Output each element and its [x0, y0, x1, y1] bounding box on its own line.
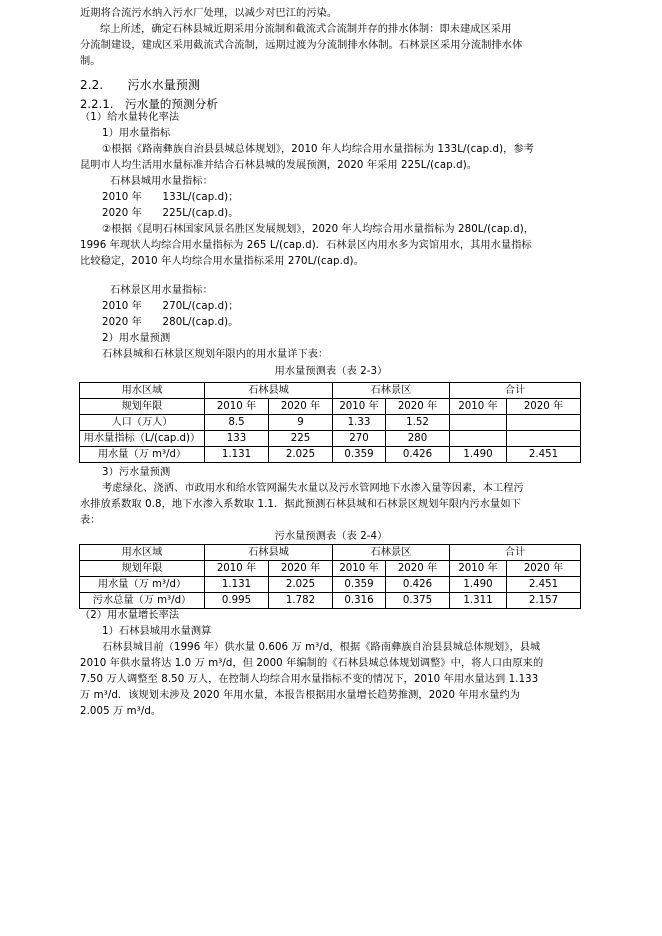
row-label: 人口（万人）: [80, 415, 205, 431]
table-cell: 0.426: [386, 447, 450, 463]
table-cell: 1.311: [450, 593, 507, 609]
row-label: 用水量指标（L/(cap.d)）: [80, 431, 205, 447]
paragraph-line: 水排放系数取 0.8，地下水渗入系数取 1.1．据此预测石林县城和石林景区规划年限内污水量如下: [80, 499, 521, 510]
paragraph-line: 考虑绿化、浇洒、市政用水和给水管网漏失水量以及污水管网地下水渗入量等因素，本工程污: [102, 483, 524, 494]
table-header: 石林景区: [333, 545, 450, 561]
table-header: 合计: [450, 383, 581, 399]
item-heading: 1）石林县城用水量测算: [102, 626, 212, 637]
paragraph-line: 2020 年 280L/(cap.d)。: [102, 317, 239, 328]
paragraph-line: ②根据《昆明石林国家风景名胜区发展规划》，2020 年人均综合用水量指标为 280L/(cap.d)，: [102, 224, 535, 235]
water-demand-table: [79, 382, 581, 463]
item-heading: 2）用水量预测: [102, 333, 171, 344]
table-cell: 270: [333, 431, 386, 447]
table-header: 石林县城: [205, 545, 333, 561]
table-caption: 用水量预测表（表 2-3）: [274, 366, 388, 377]
row-label: 用水量（万 m³/d）: [80, 447, 205, 463]
table-header: 用水区域: [80, 545, 205, 561]
table-cell: 1.782: [269, 593, 333, 609]
table-row: [80, 577, 581, 593]
paragraph-line: 万 m³/d．该规划未涉及 2020 年用水量，本报告根据用水量增长趋势推测，2020 年用水量约为: [80, 690, 521, 701]
method-heading: （2）用水量增长率法: [80, 610, 180, 621]
table-cell: 2.025: [269, 577, 333, 593]
table-year: 2020 年: [507, 561, 581, 577]
table-cell: 1.131: [205, 577, 269, 593]
table-row: [80, 431, 581, 447]
table-year: 2010 年: [205, 399, 269, 415]
paragraph-line: 综上所述，确定石林县城近期采用分流制和截流式合流制并存的排水体制：即未建成区采用: [100, 24, 512, 35]
paragraph-line: 表：: [80, 515, 101, 526]
table-cell: 0.359: [333, 577, 386, 593]
paragraph-line: 分流制建设，建成区采用截流式合流制，远期过渡为分流制排水体制。石林景区采用分流制排水体: [80, 40, 523, 51]
paragraph-line: 石林县城和石林景区规划年限内的用水量详下表：: [102, 349, 329, 360]
table-year: 2020 年: [269, 561, 333, 577]
table-year: 2010 年: [450, 399, 507, 415]
table-cell: 0.375: [386, 593, 450, 609]
table-cell: 8.5: [205, 415, 269, 431]
table-year: 2020 年: [269, 399, 333, 415]
table-year: 2010 年: [333, 399, 386, 415]
table-year: 2020 年: [386, 561, 450, 577]
table-year: 2020 年: [386, 399, 450, 415]
paragraph-line: 石林县城目前（1996 年）供水量 0.606 万 m³/d，根据《路南彝族自治县县城总体规划》，县城: [102, 642, 541, 653]
row-label: 用水量（万 m³/d）: [80, 577, 205, 593]
paragraph-line: 2020 年 225L/(cap.d)。: [102, 208, 239, 219]
paragraph-line: 2010 年 270L/(cap.d)；: [102, 301, 239, 312]
paragraph-line: 近期将合流污水纳入污水厂处理，以减少对巴江的污染。: [80, 8, 338, 19]
table-header: 石林县城: [205, 383, 333, 399]
item-heading: 1）用水量指标: [102, 128, 171, 139]
table-row: [80, 593, 581, 609]
table-year: 2010 年: [333, 561, 386, 577]
table-cell: 0.995: [205, 593, 269, 609]
paragraph-line: 2010 年 133L/(cap.d)；: [102, 192, 239, 203]
section-heading: 2.2. 污水水量预测: [80, 78, 201, 92]
paragraph-line: 石林县城用水量指标：: [110, 176, 213, 187]
table-year: 2020 年: [507, 399, 581, 415]
table-cell: 2.157: [507, 593, 581, 609]
table-cell: 1.131: [205, 447, 269, 463]
table-cell: 225: [269, 431, 333, 447]
table-cell: [507, 431, 581, 447]
table-header: 合计: [450, 545, 581, 561]
table-cell: 280: [386, 431, 450, 447]
table-cell: 1.33: [333, 415, 386, 431]
method-heading: （1）给水量转化率法: [80, 112, 180, 123]
table-cell: 133: [205, 431, 269, 447]
table-cell: 2.451: [507, 577, 581, 593]
paragraph-line: 7.50 万人调整至 8.50 万人，在控制人均综合用水量指标不变的情况下，2010 年用水量达到 1.133: [80, 674, 539, 685]
paragraph-line: 制。: [80, 56, 101, 67]
table-header: 用水区域: [80, 383, 205, 399]
table-row: [80, 447, 581, 463]
paragraph-line: 2010 年供水量将达 1.0 万 m³/d，但 2000 年编制的《石林县城总体规划调整》中，将人口由原来的: [80, 658, 544, 669]
table-row: [80, 415, 581, 431]
table-cell: 0.316: [333, 593, 386, 609]
table-cell: 2.451: [507, 447, 581, 463]
paragraph-line: 石林景区用水量指标：: [110, 285, 213, 296]
table-year: 2010 年: [450, 561, 507, 577]
table-caption: 污水量预测表（表 2-4）: [274, 531, 388, 542]
table-cell: 1.490: [450, 447, 507, 463]
wastewater-table: [79, 544, 581, 609]
table-cell: 1.52: [386, 415, 450, 431]
table-cell: 9: [269, 415, 333, 431]
paragraph-line: 2.005 万 m³/d。: [80, 706, 162, 717]
item-heading: 3）污水量预测: [102, 467, 171, 478]
table-cell: [450, 431, 507, 447]
paragraph-line: 昆明市人均生活用水量标准并结合石林县城的发展预测，2020 年采用 225L/(cap.d)。: [80, 160, 478, 171]
table-cell: 2.025: [269, 447, 333, 463]
table-cell: 0.359: [333, 447, 386, 463]
row-label: 污水总量（万 m³/d）: [80, 593, 205, 609]
table-year: 2010 年: [205, 561, 269, 577]
table-cell: [450, 415, 507, 431]
table-header: 规划年限: [80, 561, 205, 577]
table-cell: 0.426: [386, 577, 450, 593]
table-cell: 1.490: [450, 577, 507, 593]
paragraph-line: ①根据《路南彝族自治县县城总体规划》，2010 年人均综合用水量指标为 133L/(cap.d)，参考: [102, 144, 535, 155]
paragraph-line: 1996 年现状人均综合用水量指标为 265 L/(cap.d)．石林景区内用水多为宾馆用水，其用水量指标: [80, 240, 532, 251]
table-cell: [507, 415, 581, 431]
subsection-heading: 2.2.1. 污水量的预测分析: [80, 97, 218, 111]
paragraph-line: 比较稳定，2010 年人均综合用水量指标采用 270L/(cap.d)。: [80, 256, 364, 267]
table-header: 石林景区: [333, 383, 450, 399]
table-header: 规划年限: [80, 399, 205, 415]
